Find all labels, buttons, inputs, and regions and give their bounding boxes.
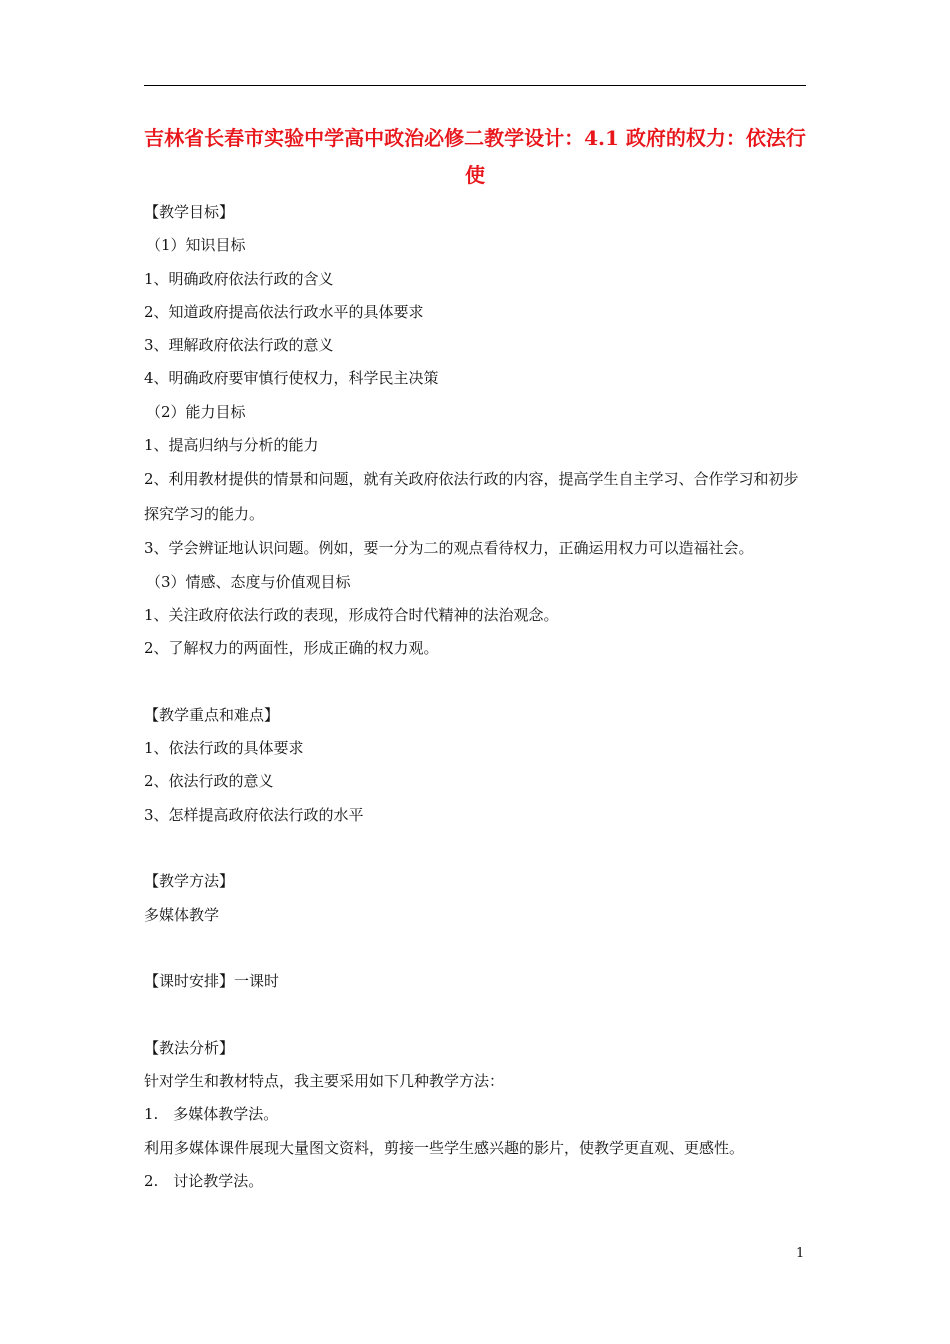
emotion-heading: （3）情感、态度与价值观目标 <box>146 572 351 591</box>
analysis-item-2: 2. 讨论教学法。 <box>144 1172 264 1191</box>
page-number: 1 <box>796 1246 805 1261</box>
spacer <box>144 932 809 965</box>
document-title: 吉林省长春市实验中学高中政治必修二教学设计：4.1 政府的权力：依法行使 <box>144 126 806 187</box>
key-point-item: 3、怎样提高政府依法行政的水平 <box>144 805 364 824</box>
key-point-item: 1、依法行政的具体要求 <box>144 739 304 758</box>
document-body <box>144 196 809 1198</box>
ability-item: 3、学会辨证地认识问题。例如，要一分为二的观点看待权力，正确运用权力可以造福社会。 <box>144 539 754 558</box>
knowledge-item: 2、知道政府提高依法行政水平的具体要求 <box>144 302 424 321</box>
schedule-line: 【课时安排】一课时 <box>144 972 280 991</box>
analysis-item-1-text: 利用多媒体课件展现大量图文资料，剪接一些学生感兴趣的影片，使教学更直观、更感性。 <box>144 1138 745 1157</box>
analysis-intro: 针对学生和教材特点，我主要采用如下几种教学方法： <box>144 1072 505 1091</box>
spacer <box>144 832 809 865</box>
spacer <box>144 666 809 699</box>
objectives-heading: 【教学目标】 <box>144 203 235 221</box>
ability-item: 1、提高归纳与分析的能力 <box>144 436 319 455</box>
key-point-item: 2、依法行政的意义 <box>144 772 274 791</box>
ability-heading: （2）能力目标 <box>146 402 246 421</box>
analysis-item-1: 1. 多媒体教学法。 <box>144 1105 279 1124</box>
knowledge-heading: （1）知识目标 <box>146 236 246 255</box>
emotion-item: 1、关注政府依法行政的表现，形成符合时代精神的法治观念。 <box>144 605 559 624</box>
knowledge-item: 4、明确政府要审慎行使权力，科学民主决策 <box>144 369 439 388</box>
knowledge-item: 1、明确政府依法行政的含义 <box>144 269 334 288</box>
method-text: 多媒体教学 <box>144 905 220 924</box>
header-rule <box>144 85 806 86</box>
spacer <box>144 999 809 1032</box>
key-points-heading: 【教学重点和难点】 <box>144 705 280 724</box>
ability-item: 2、利用教材提供的情景和问题，就有关政府依法行政的内容，提高学生自主学习、合作学习和初步探究学习的能力。 <box>144 470 799 524</box>
method-heading: 【教学方法】 <box>144 872 235 891</box>
knowledge-item: 3、理解政府依法行政的意义 <box>144 336 334 355</box>
emotion-item: 2、了解权力的两面性，形成正确的权力观。 <box>144 639 439 658</box>
analysis-heading: 【教法分析】 <box>144 1038 235 1057</box>
